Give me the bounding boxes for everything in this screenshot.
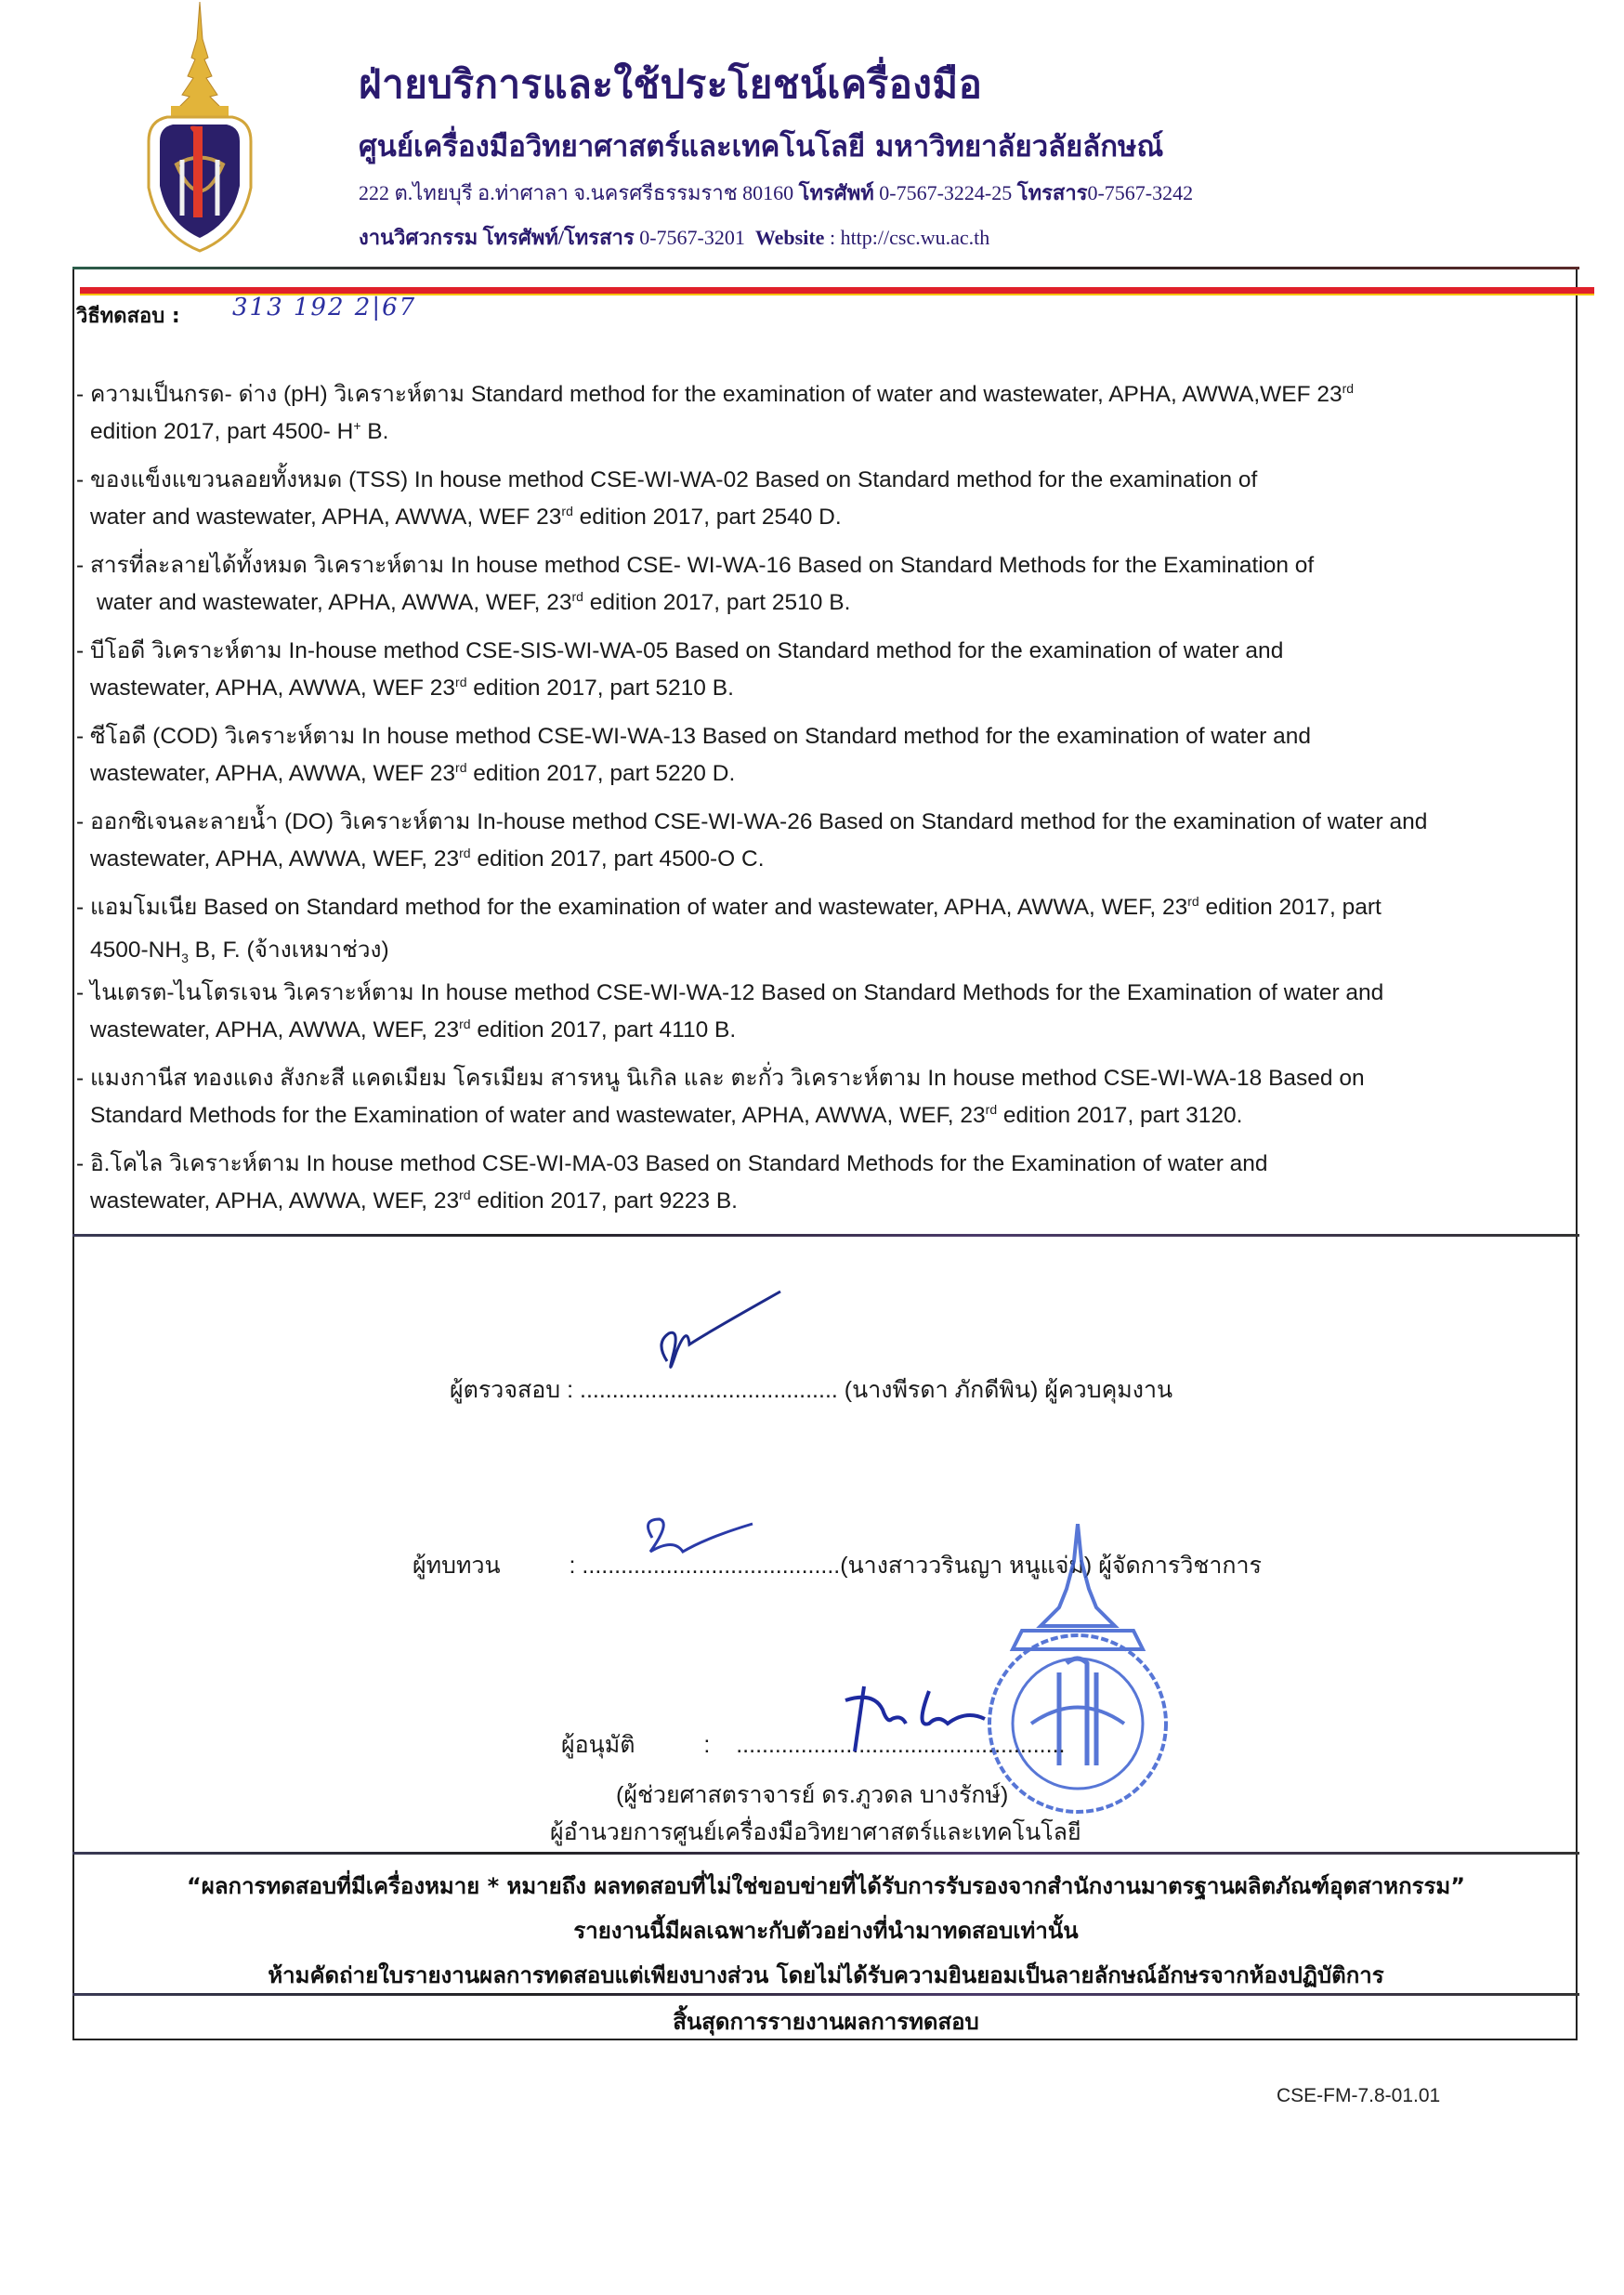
method-item-line: [76, 888, 1382, 925]
superscript: rd: [459, 1016, 471, 1031]
superscript: +: [353, 418, 361, 433]
method-text: - อิ.โคไล วิเคราะห์ตาม In house method CSE-WI-MA-03 Based on Standard Methods for the Examination of water and: [76, 1151, 1268, 1176]
phone-label: โทรศัพท์: [798, 181, 874, 204]
inspector-signature-row: [450, 1371, 1172, 1409]
method-text: - ออกซิเจนละลายน้ำ (DO) วิเคราะห์ตาม In-house method CSE-WI-WA-26 Based on Standard method for the examination of water and: [76, 809, 1428, 834]
method-text: Standard Methods for the Examination of water and wastewater, APHA, AWWA, WEF, 23: [90, 1103, 986, 1129]
method-text: wastewater, APHA, AWWA, WEF, 23: [90, 1188, 460, 1214]
method-text: - ซีโอดี (COD) วิเคราะห์ตาม In house method CSE-WI-WA-13 Based on Standard method for the examination of water and: [76, 724, 1311, 749]
copy-restriction-note: ห้ามคัดถ่ายใบรายงานผลการทดสอบแต่เพียงบางส่วน โดยไม่ได้รับความยินยอมเป็นลายลักษณ์อักษรจากห้องปฏิบัติการ: [268, 1962, 1384, 1988]
method-text: - ไนเตรต-ไนโตรเจน วิเคราะห์ตาม In house method CSE-WI-WA-12 Based on Standard Methods for the Examination of water and: [76, 980, 1384, 1005]
fax-label: โทรสาร: [1016, 181, 1088, 204]
method-text: water and wastewater, APHA, AWWA, WEF 23: [90, 505, 562, 531]
address-line: [359, 177, 1193, 209]
method-text: - ความเป็นกรด- ด่าง (pH) วิเคราะห์ตาม Standard method for the examination of water and wastewater, APHA, AWWA,WEF 23: [76, 382, 1342, 407]
reviewer-signature-icon: [632, 1510, 762, 1566]
method-item-line: [90, 504, 842, 531]
method-item-line: [76, 546, 1314, 583]
method-text: wastewater, APHA, AWWA, WEF 23: [90, 761, 456, 787]
method-text: edition 2017, part 5210 B.: [466, 675, 734, 702]
method-item-line: [90, 418, 388, 445]
department-title: ฝ่ายบริการและใช้ประโยชน์เครื่องมือ: [359, 61, 983, 107]
superscript: rd: [459, 1187, 471, 1202]
address: 222 ต.ไทยบุรี อ.ท่าศาลา จ.นครศรีธรรมราช 80160: [359, 181, 794, 204]
method-text: - แอมโมเนีย Based on Standard method for the examination of water and wastewater, APHA, AWWA, WEF, 23: [76, 895, 1188, 920]
method-item-line: [90, 675, 734, 702]
website-link[interactable]: http://csc.wu.ac.th: [840, 226, 990, 249]
signatures-divider: [72, 1852, 1579, 1855]
engineering-contact-line: งานวิศวกรรม โทรศัพท์/โทรสาร 0-7567-3201 Website : http://csc.wu.ac.th: [359, 226, 990, 249]
accreditation-note: “ผลการทดสอบที่มีเครื่องหมาย * หมายถึง ผลทดสอบที่ไม่ใช่ขอบข่ายที่ได้รับการรับรองจากสำนักงานมาตรฐานผลิตภัณฑ์อุตสาหกรรม”: [187, 1873, 1465, 1899]
method-item-line: [90, 1102, 1242, 1129]
approver-name: (ผู้ช่วยศาสตราจารย์ ดร.ภูวดล บางรักษ์): [616, 1782, 1009, 1808]
signature-dots: ...................................................: [736, 1732, 1066, 1758]
method-item-line: [76, 461, 1257, 497]
engineering-label: งานวิศวกรรม: [359, 226, 478, 249]
method-item-line: [76, 375, 1354, 412]
method-text: - ของแข็งแขวนลอยทั้งหมด (TSS) In house method CSE-WI-WA-02 Based on Standard method for the examination of: [76, 467, 1258, 492]
methods-divider: [72, 1234, 1579, 1237]
fax-number: 0-7567-3242: [1087, 181, 1194, 204]
method-text: edition 2017, part 9223 B.: [470, 1188, 738, 1214]
superscript: rd: [459, 846, 471, 860]
reviewer-name: (นางสาววรินญา หนูแจ่ม): [840, 1553, 1093, 1579]
method-text: wastewater, APHA, AWWA, WEF, 23: [90, 846, 460, 872]
end-of-report: สิ้นสุดการรายงานผลการทดสอบ: [673, 2009, 979, 2035]
approver-signature-icon: [836, 1682, 994, 1756]
method-item-line: [76, 974, 1383, 1010]
signature-dots: ........................................: [580, 1377, 838, 1403]
superscript: rd: [455, 760, 467, 775]
sample-scope-note: รายงานนี้มีผลเฉพาะกับตัวอย่างที่นำมาทดสอบเท่านั้น: [573, 1918, 1079, 1944]
superscript: rd: [1342, 380, 1355, 396]
method-text: edition 2017, part 4110 B.: [470, 1017, 737, 1043]
reviewer-position: ผู้จัดการวิชาการ: [1098, 1553, 1262, 1579]
signature-dots: ........................................: [582, 1553, 841, 1579]
colon: :: [703, 1732, 711, 1758]
engineering-phone: 0-7567-3201: [639, 226, 745, 249]
inspector-position: ผู้ควบคุมงาน: [1044, 1377, 1173, 1403]
method-text: edition 2017, part 2540 D.: [572, 505, 842, 531]
superscript: rd: [455, 675, 467, 689]
phone-number: 0-7567-3224-25: [879, 181, 1013, 204]
method-text: edition 2017, part 5220 D.: [466, 761, 736, 787]
superscript: rd: [985, 1102, 998, 1117]
method-item-line: [90, 1187, 738, 1214]
method-item-line: [76, 1059, 1365, 1095]
inspector-name: (นางพีรดา ภักดีพิน): [844, 1377, 1039, 1403]
superscript: rd: [1187, 893, 1199, 909]
method-item-line: [97, 589, 850, 616]
center-subtitle: ศูนย์เครื่องมือวิทยาศาสตร์และเทคโนโลยี มหาวิทยาลัยวลัยลักษณ์: [359, 130, 1164, 164]
method-text: wastewater, APHA, AWWA, WEF, 23: [90, 1017, 460, 1043]
method-text: B, F. (จ้างเหมาช่วง): [188, 938, 389, 963]
method-text: - สารที่ละลายได้ทั้งหมด วิเคราะห์ตาม In house method CSE- WI-WA-16 Based on Standard Methods for the Examination of: [76, 553, 1315, 578]
colon: :: [569, 1553, 576, 1579]
method-item-line: [90, 760, 735, 787]
inspector-label: ผู้ตรวจสอบ :: [450, 1377, 574, 1403]
form-code: CSE-FM-7.8-01.01: [1277, 2085, 1441, 2106]
university-crest-icon: [139, 2, 260, 255]
method-text: edition 2017, part 4500-O C.: [470, 846, 765, 872]
method-text: edition 2017, part: [1198, 895, 1382, 920]
notes-divider: [72, 1993, 1579, 1996]
engineering-phone-label: โทรศัพท์/โทรสาร: [482, 226, 635, 249]
method-item-line: [76, 1145, 1268, 1181]
method-text: edition 2017, part 4500- H: [90, 419, 354, 445]
method-text: 4500-NH: [90, 938, 182, 963]
red-divider: [80, 287, 1594, 294]
method-text: water and wastewater, APHA, AWWA, WEF, 23: [97, 590, 572, 616]
approver-label: ผู้อนุมัติ: [561, 1732, 635, 1758]
method-text: - บีโอดี วิเคราะห์ตาม In-house method CSE-SIS-WI-WA-05 Based on Standard method for the examination of water and: [76, 638, 1284, 663]
method-text: edition 2017, part 2510 B.: [583, 590, 851, 616]
website-label: Website: [754, 226, 825, 249]
top-divider: [72, 267, 1579, 269]
superscript: rd: [561, 504, 573, 518]
subscript: 3: [181, 950, 189, 965]
method-text: edition 2017, part 3120.: [997, 1103, 1243, 1129]
method-text: - แมงกานีส ทองแดง สังกะสี แคดเมียม โครเมียม สารหนู นิเกิล และ ตะกั่ว วิเคราะห์ตาม In house method CSE-WI-WA-18 Based on: [76, 1066, 1365, 1091]
method-text: B.: [360, 419, 389, 445]
method-text: wastewater, APHA, AWWA, WEF 23: [90, 675, 456, 702]
approver-position: ผู้อำนวยการศูนย์เครื่องมือวิทยาศาสตร์และเทคโนโลยี: [550, 1819, 1081, 1845]
handwritten-reference: 313 192 2|67: [232, 294, 417, 321]
reviewer-label: ผู้ทบทวน: [413, 1553, 501, 1579]
test-method-label: วิธีทดสอบ :: [76, 305, 180, 328]
method-item-line: [76, 632, 1283, 668]
inspector-signature-icon: [650, 1287, 790, 1389]
method-item-line: [90, 846, 765, 872]
method-item-line: [76, 717, 1311, 754]
method-item-line: [90, 931, 389, 967]
superscript: rd: [571, 589, 583, 604]
method-item-line: [90, 1016, 736, 1043]
method-item-line: [76, 803, 1427, 839]
